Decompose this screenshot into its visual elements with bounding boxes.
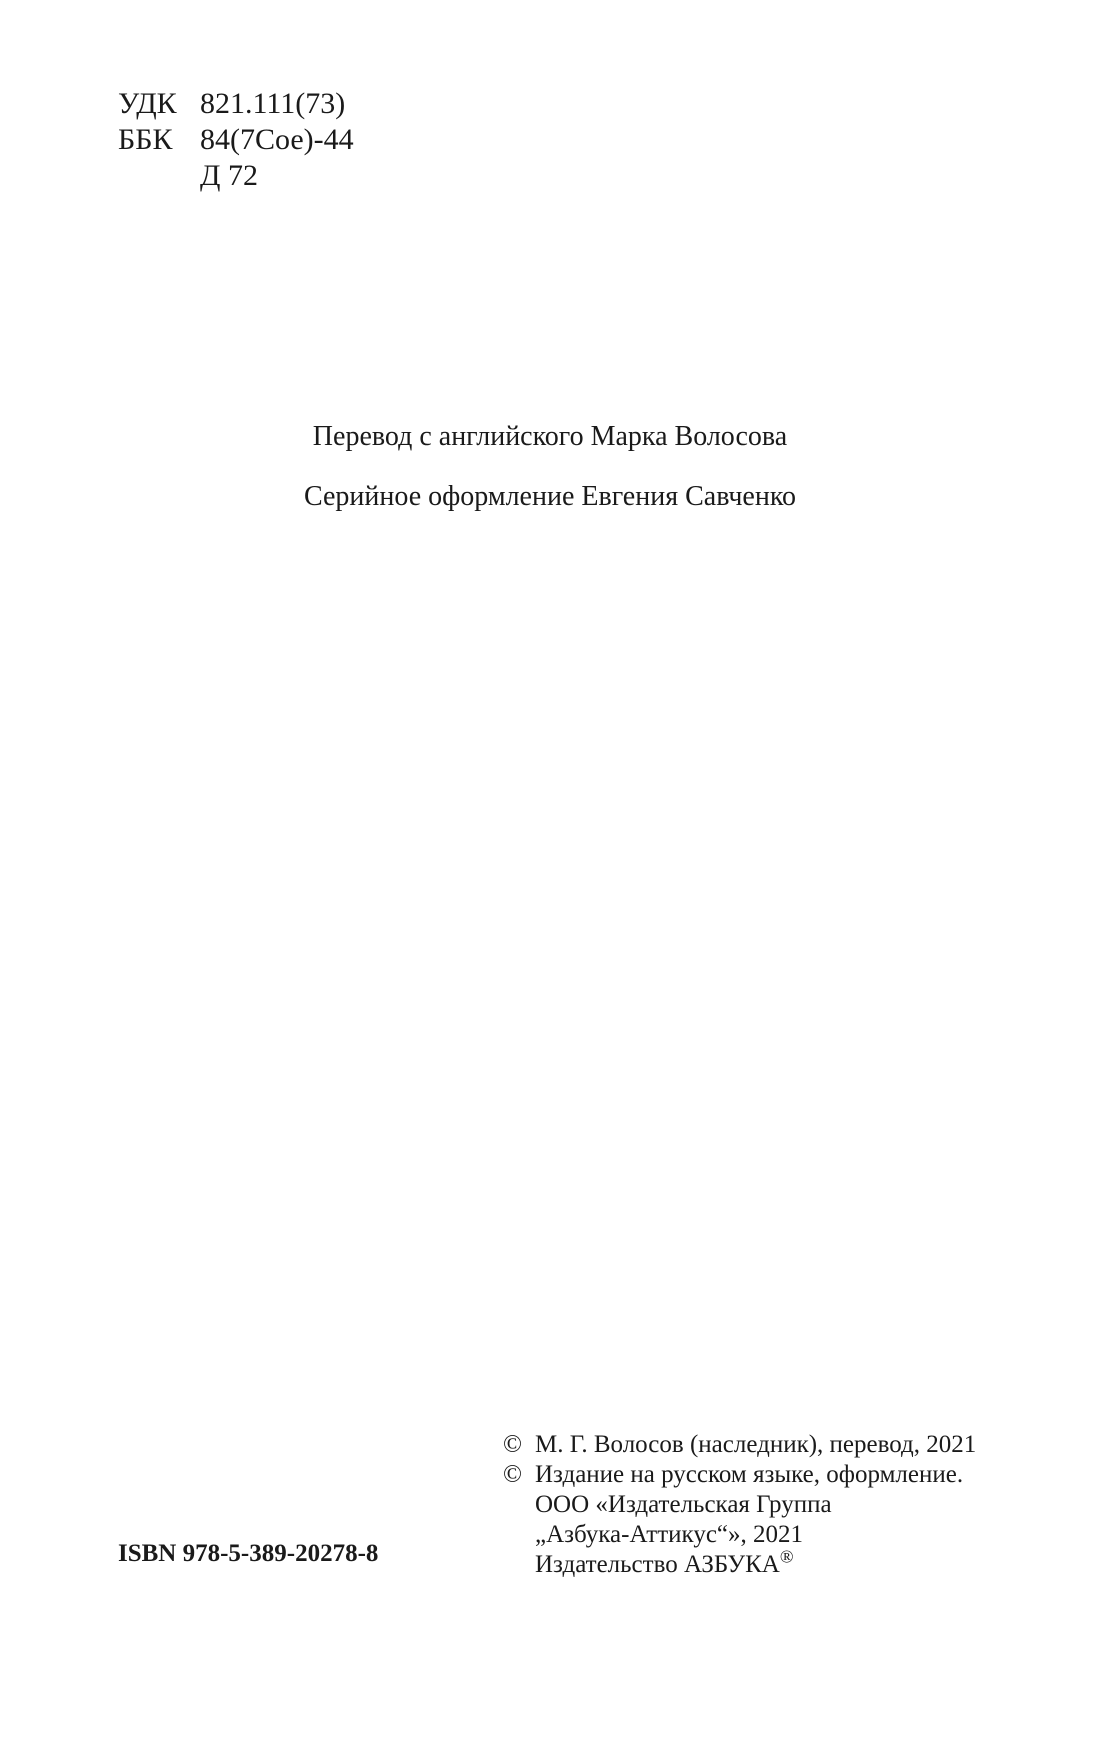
copyright-edition-text: Издание на русском языке, оформление. [535, 1461, 964, 1488]
copyright-block [503, 1430, 976, 1580]
author-mark-spacer [118, 158, 200, 194]
udk-value: 821.111(73) [200, 87, 346, 120]
copyright-publisher-line: ООО «Издательская Группа [535, 1491, 832, 1518]
bbk-label: ББК [118, 123, 173, 156]
imprint-name: Издательство АЗБУКА [535, 1551, 780, 1578]
copyright-symbol: © [503, 1461, 522, 1488]
author-mark-row [118, 158, 354, 194]
author-mark: Д 72 [200, 159, 258, 192]
translation-credit: Перевод с английского Марка Волосова [312, 421, 788, 452]
registered-mark: ® [779, 1546, 794, 1567]
classification-codes [118, 86, 354, 194]
bbk-value: 84(7Сое)-44 [200, 123, 354, 156]
udk-label: УДК [118, 87, 177, 120]
bbk-row [118, 122, 354, 158]
copyright-line-edition [503, 1460, 976, 1490]
copyright-imprint-line [503, 1546, 976, 1580]
copyright-line-translation [503, 1430, 976, 1460]
isbn-number: ISBN 978-5-389-20278-8 [118, 1540, 379, 1567]
copyright-symbol: © [503, 1431, 522, 1458]
copyright-publisher-name-line: „Азбука-Аттикус“», 2021 [535, 1521, 804, 1548]
design-credit: Серийное оформление Евгения Савченко [303, 481, 797, 512]
copyright-translation-text: М. Г. Волосов (наследник), перевод, 2021 [535, 1431, 977, 1458]
udk-row [118, 86, 354, 122]
